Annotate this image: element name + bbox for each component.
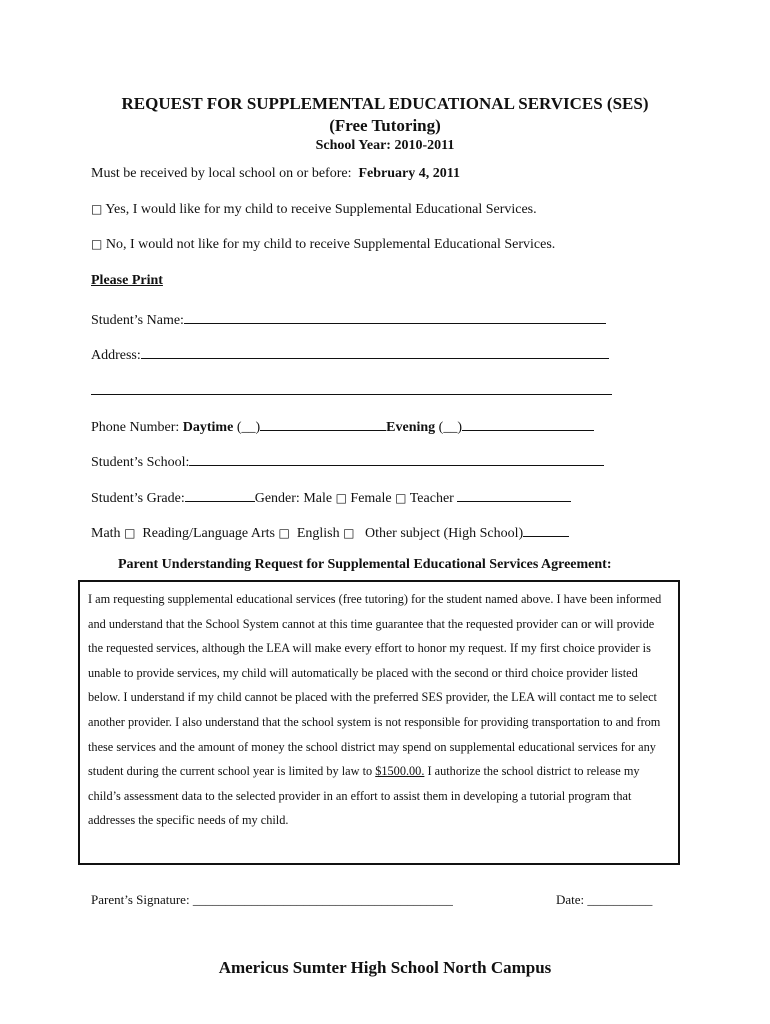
male-label: Male: [303, 491, 333, 506]
student-name-label: Student’s Name:: [91, 313, 184, 328]
no-option-label: No, I would not like for my child to receive Supplemental Educational Services.: [105, 237, 556, 252]
grade-field[interactable]: [185, 487, 255, 502]
yes-option-label: Yes, I would like for my child to receive Supplemental Educational Services.: [105, 202, 537, 217]
deadline-date: February 4, 2011: [358, 166, 460, 181]
address-row: [91, 344, 609, 364]
address-row-2: [91, 380, 612, 400]
daytime-area-code: (__): [236, 420, 261, 435]
math-label: Math: [91, 526, 121, 541]
no-option[interactable]: [91, 237, 555, 253]
female-label: Female: [350, 491, 392, 506]
agreement-amount: $1500.00.: [375, 764, 425, 779]
deadline-line: [91, 166, 460, 182]
address-field-line-1[interactable]: [141, 344, 609, 359]
agreement-text-start: I am requesting supplemental educational services (free tutoring) for the student named above. I have been informed and understand that the School System cannot at this time guarantee that the requested provider can or will provide the requested services, although the LEA will make every effort to honor my request. If my first choice provider is unable to provide services, my child will automatically be placed with the second or third choice provider listed below. I understand if my child cannot be placed with the preferred SES provider, the LEA will contact me to select another provider. I also understand that the school system is not responsible for providing transportation to and from these services and the amount of money the school district may spend on supplemental educational services for any student during the current school year is limited by law to: [88, 592, 662, 779]
agreement-heading: Parent Understanding Request for Supplemental Educational Services Agreement:: [118, 557, 612, 572]
yes-option[interactable]: [91, 202, 537, 218]
evening-phone-field[interactable]: [462, 416, 594, 431]
student-name-row: [91, 309, 606, 329]
address-field-line-2[interactable]: [91, 380, 612, 395]
student-name-field[interactable]: [184, 309, 606, 324]
daytime-label: Daytime: [182, 420, 234, 435]
female-checkbox[interactable]: □: [395, 491, 407, 505]
school-label: Student’s School:: [91, 455, 190, 470]
gender-label: Gender:: [254, 491, 300, 506]
school-name-footer: Americus Sumter High School North Campus: [218, 958, 552, 977]
english-label: English: [296, 526, 340, 541]
phone-label: Phone Number:: [91, 420, 180, 435]
teacher-label: Teacher: [409, 491, 454, 506]
daytime-phone-field[interactable]: [260, 416, 386, 431]
form-title: REQUEST FOR SUPPLEMENTAL EDUCATIONAL SERVICES (SES): [121, 94, 649, 113]
no-checkbox[interactable]: □: [91, 237, 103, 251]
please-print-heading: Please Print: [91, 273, 163, 288]
agreement-box: [78, 580, 680, 865]
reading-checkbox[interactable]: □: [278, 526, 290, 540]
subjects-row: [91, 522, 569, 542]
school-field[interactable]: [189, 451, 604, 466]
other-subject-field[interactable]: [523, 522, 569, 537]
yes-checkbox[interactable]: □: [91, 202, 103, 216]
math-checkbox[interactable]: □: [124, 526, 136, 540]
english-checkbox[interactable]: □: [343, 526, 355, 540]
parent-signature-field[interactable]: Parent’s Signature: ________________________________________: [91, 892, 453, 907]
male-checkbox[interactable]: □: [335, 491, 347, 505]
form-subtitle: (Free Tutoring): [329, 116, 441, 135]
date-field[interactable]: Date: __________: [556, 892, 653, 907]
address-label: Address:: [91, 348, 141, 363]
deadline-label: Must be received by local school on or before:: [91, 166, 352, 181]
evening-area-code: (__): [438, 420, 462, 435]
other-subject-label: Other subject (High School): [364, 526, 524, 541]
reading-label: Reading/Language Arts: [142, 526, 275, 541]
phone-row: [91, 416, 594, 436]
school-year: School Year: 2010-2011: [315, 138, 455, 153]
grade-row: [91, 487, 571, 507]
school-row: [91, 451, 604, 471]
agreement-text-end: I authorize the school district to release my child’s assessment data to the selected provider in an effort to assist them in developing a tutorial program that addresses the specific needs of my child.: [88, 764, 640, 828]
evening-label: Evening: [386, 420, 436, 435]
grade-label: Student’s Grade:: [91, 491, 185, 506]
teacher-field[interactable]: [457, 487, 571, 502]
